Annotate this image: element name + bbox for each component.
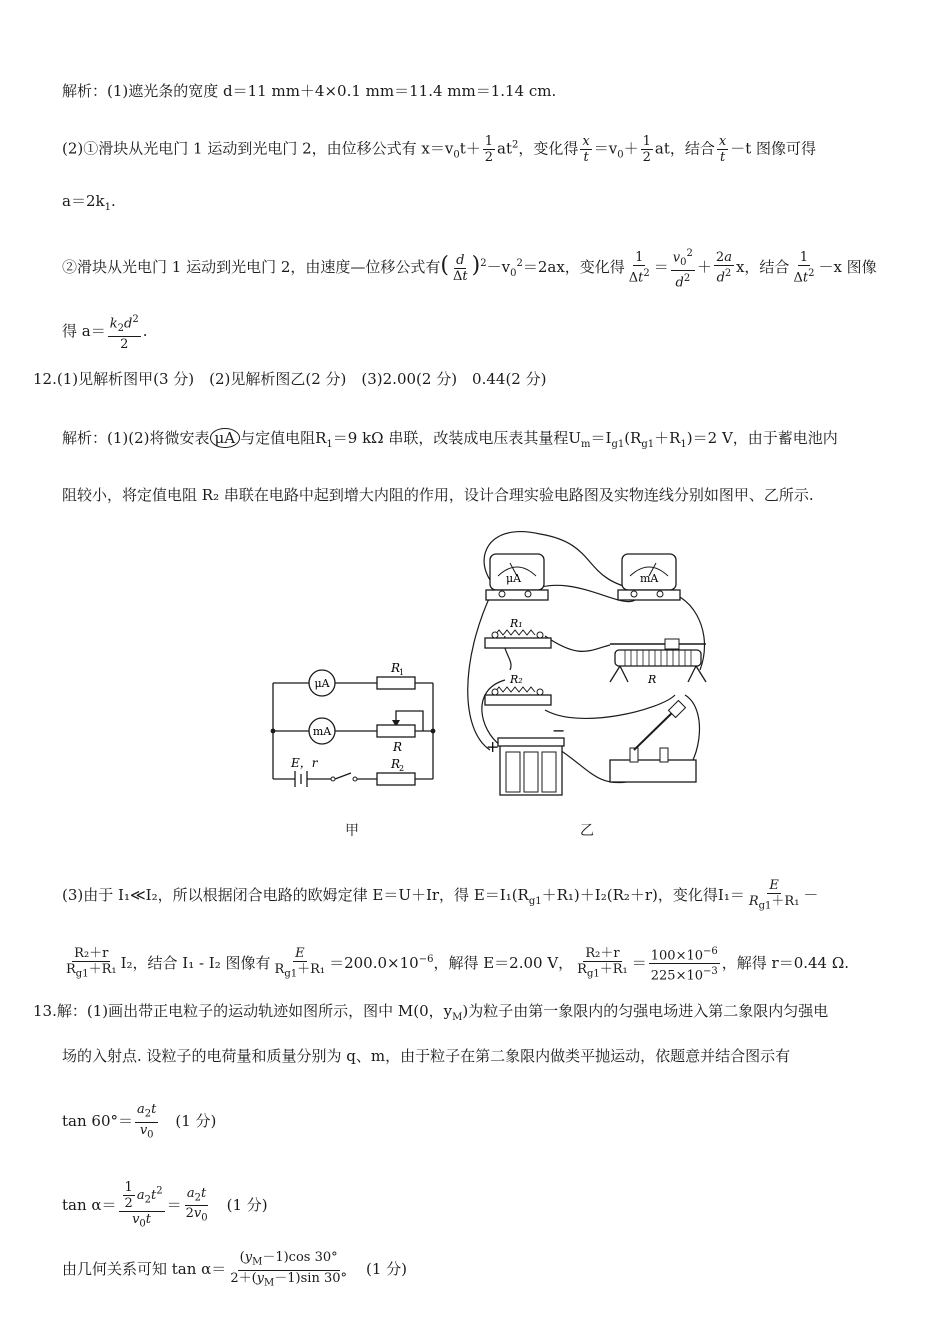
svg-text:μA: μA [506, 572, 522, 585]
solution-line-5: 得 a＝ $\frac{k_2d^2}{2}$ . [62, 314, 148, 352]
svg-text:R₁: R₁ [510, 617, 523, 630]
svg-text:R: R [391, 661, 401, 675]
rheostat-r [377, 725, 415, 737]
answer-12: 12.(1)见解析图甲(3 分) (2)见解析图乙(2 分) (3)2.00(2 分) 0.44(2 分) [33, 370, 547, 388]
svg-text:E，r: E，r [291, 756, 318, 770]
svg-text:R: R [393, 740, 403, 754]
svg-text:−: − [552, 721, 566, 740]
knife-switch-device [610, 701, 696, 782]
resistor-r1-board [485, 617, 551, 648]
resistor-r1 [377, 677, 415, 689]
svg-text:R: R [391, 757, 401, 771]
resistor-r2 [377, 773, 415, 785]
equation-tan-alpha: tan α＝ $\frac{1}{2}$ $a_2t^2$ $v_0t$ ＝ $\frac{a_2t}{2v_0}$ (1 分) [62, 1180, 268, 1230]
solution-line-4: ②滑块从光电门 1 运动到光电门 2，由速度—位移公式有( $\frac{d}{\Delta t}$ )$^2-v_0^2=2ax$，变化得 $\frac{1}{\Delta t^2}$ ＝ $\frac{v_0^2}{d^2}$ ＋ $\frac{2a}{d^2}$ x，结合 $\frac{1}{\Delta t^2}$ －x 图像 [62, 248, 877, 291]
solution-line-8: 阻较小，将定值电阻 R₂ 串联在电路中起到增大内阻的作用，设计合理实验电路图及实物连线分别如图甲、乙所示. [62, 486, 814, 504]
battery-device [486, 721, 565, 795]
equation-tan60: tan 60°＝ $\frac{a_2t}{v_0}$ (1 分) [62, 1102, 217, 1141]
svg-text:mA: mA [312, 725, 332, 738]
svg-text:R₂: R₂ [510, 673, 523, 686]
svg-text:2: 2 [399, 764, 405, 773]
caption-yi: 乙 [580, 823, 594, 839]
solution-line-10: $\frac{\text{R₂＋r}}{R_{g1}+R_1}$ I₂，结合 I₁ - I₂ 图像有 $\frac{E}{R_{g1}+R_1}$ $=200.0\times 10^{-6}$，解得 E＝2.00 V， $\frac{\text{R₂＋r}}{R_{g1}+R_1}$ ＝ $\frac{100\times 10^{-6}}{225\times 10^{-3}}$ ，解得 r＝0.44 Ω. [66, 946, 850, 984]
microammeter-symbol: μA [210, 428, 241, 448]
solution-line-3: $a=2k_1$. [62, 192, 116, 213]
solution-line-2: (2)①滑块从光电门 1 运动到光电门 2，由位移公式有 $x=v_0t+$ $\frac{1}{2}$ $at^2$，变化得 $\frac{x}{t}$ $=v_0+$ $\frac{1}{2}$ at，结合 $\frac{x}{t}$ －t 图像可得 [62, 134, 817, 165]
svg-text:mA: mA [640, 572, 659, 585]
solution-13-line-2: 场的入射点. 设粒子的电荷量和质量分别为 q、m，由于粒子在第二象限内做类平抛运动，依题意并结合图示有 [62, 1047, 791, 1065]
svg-text:μA: μA [314, 677, 330, 690]
milliammeter-device [618, 554, 680, 600]
equation-geometry: 由几何关系可知 tan α＝ $\frac{(y_M-1)\cos 30^\circ}{2+(y_M-1)\sin 30^\circ}$ (1 分) [62, 1250, 408, 1289]
solution-13-line-1: 13.解：(1)画出带正电粒子的运动轨迹如图所示，图中 M(0，$y_M$)为粒子由第一象限内的匀强电场进入第二象限内匀强电 [33, 1002, 829, 1023]
solution-line-1: 解析：(1)遮光条的宽度 d＝11 mm＋4×0.1 mm＝11.4 mm＝1.14 cm. [62, 82, 557, 100]
svg-text:1: 1 [399, 668, 405, 677]
circuit-diagram-jia [265, 661, 445, 785]
svg-text:R: R [648, 673, 657, 686]
solution-line-7: 解析：(1)(2)将微安表 μA 与定值电阻$R_1=9$ kΩ 串联，改装成电压表其量程$U_m=I_{g1}(R_{g1}+R_1)=2$ V，由于蓄电池内 [62, 429, 838, 450]
resistor-r2-board [485, 673, 551, 705]
microammeter-device [486, 554, 548, 600]
svg-text:+: + [486, 737, 500, 756]
caption-jia: 甲 [345, 823, 359, 839]
rheostat-device [610, 639, 706, 686]
apparatus-diagram-yi [460, 530, 720, 800]
solution-line-9: (3)由于 I₁≪I₂，所以根据闭合电路的欧姆定律 E＝U＋Ir，得 $E=I_1(R_{g1}+R_1)+I_2(R_2+r)$，变化得I₁＝ $\frac{E}{R_{g1}+R_1}$ － [62, 878, 819, 912]
